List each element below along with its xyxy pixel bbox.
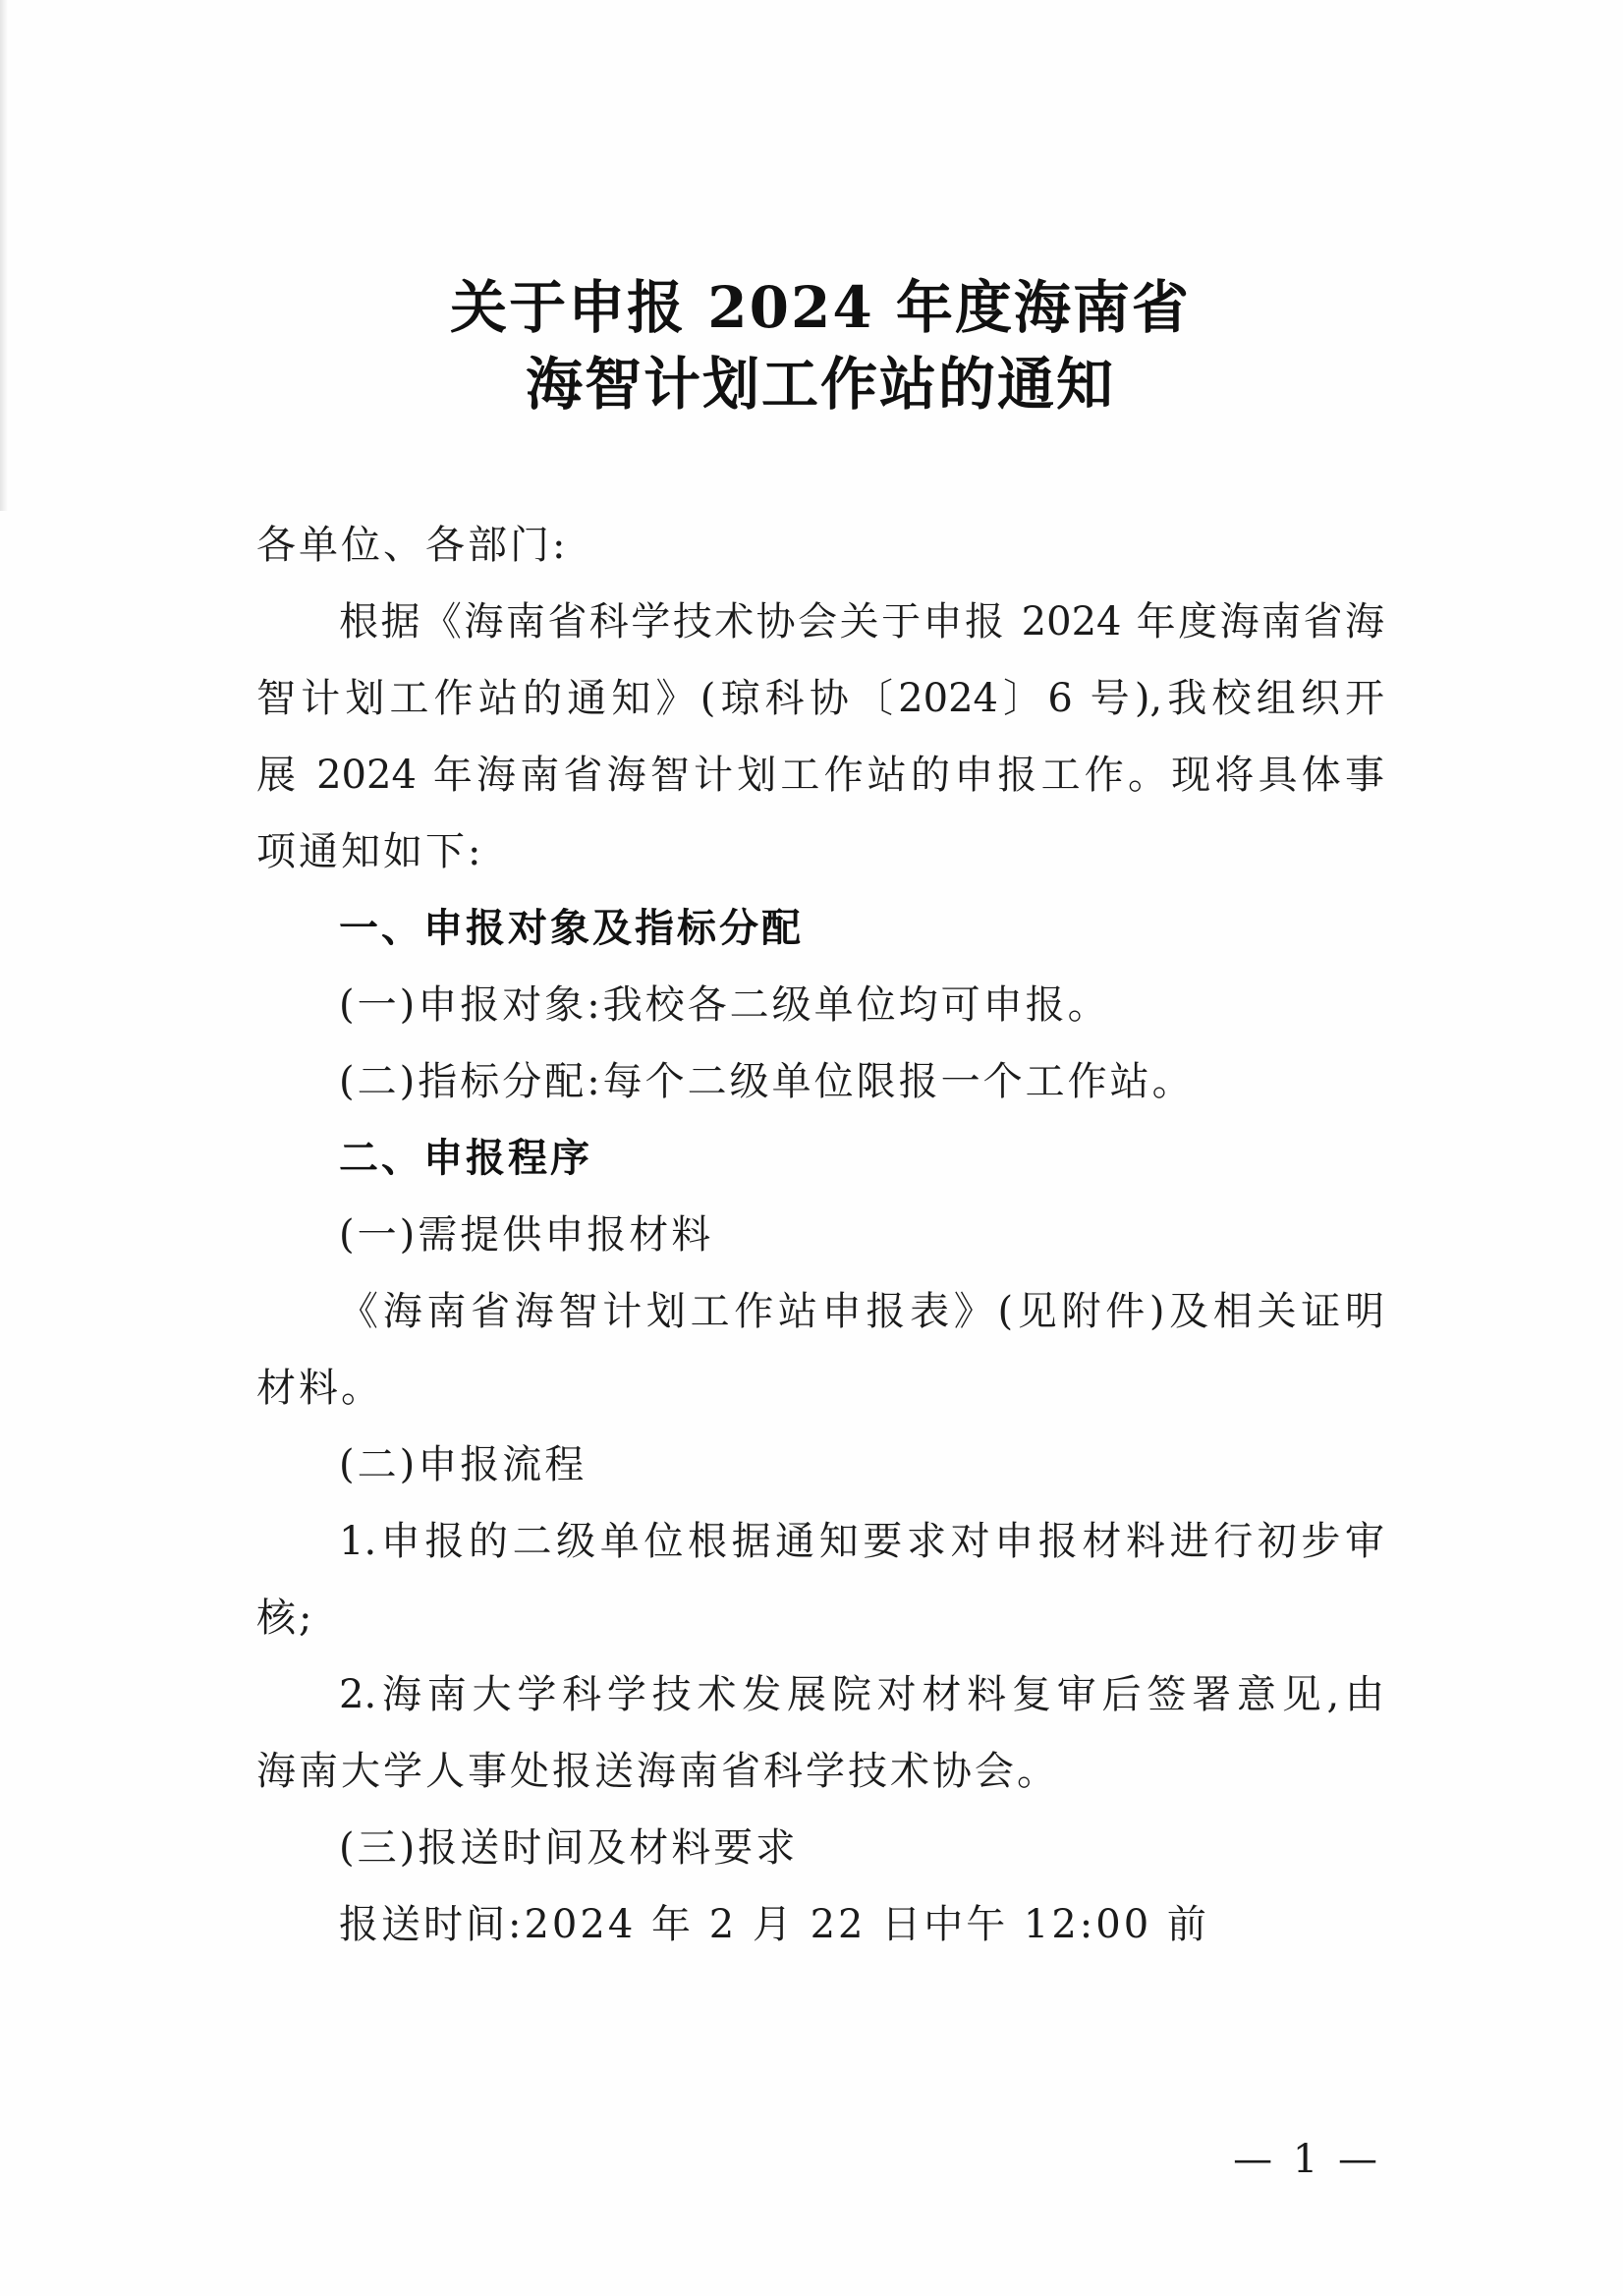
section-1-item-1: (一)申报对象:我校各二级单位均可申报。 (339, 982, 1110, 1028)
section-2-heading: 二、申报程序 (339, 1136, 592, 1181)
salutation: 各单位、各部门: (256, 523, 569, 568)
step-2-line-2: 海南大学人事处报送海南省科学技术协会。 (256, 1749, 1059, 1794)
section-2-sub-1-line-2: 材料。 (256, 1366, 383, 1411)
title-line-1: 关于申报 2024 年度海南省 (450, 274, 1191, 341)
section-2-sub-1-heading: (一)需提供申报材料 (339, 1212, 714, 1258)
intro-line-1: 根据《海南省科学技术协会关于申报 2024 年度海南省海 (339, 599, 1384, 644)
step-1-line-1: 1.申报的二级单位根据通知要求对申报材料进行初步审 (339, 1519, 1384, 1564)
intro-line-4: 项通知如下: (256, 829, 484, 874)
scan-edge-shadow (0, 0, 8, 511)
section-2-sub-1-line-1: 《海南省海智计划工作站申报表》(见附件)及相关证明 (339, 1289, 1384, 1334)
page-number: — 1 — (1233, 2137, 1381, 2182)
title-line-2: 海智计划工作站的通知 (525, 351, 1115, 418)
section-2-sub-3-heading: (三)报送时间及材料要求 (339, 1825, 799, 1871)
step-2-line-1: 2.海南大学科学技术发展院对材料复审后签署意见,由 (339, 1672, 1384, 1717)
document-title (256, 269, 1384, 422)
step-1-line-2: 核; (256, 1596, 315, 1641)
document-body (256, 507, 1384, 1963)
section-1-heading: 一、申报对象及指标分配 (339, 906, 804, 951)
section-2-sub-2-heading: (二)申报流程 (339, 1442, 588, 1487)
submission-deadline: 报送时间:2024 年 2 月 22 日中午 12:00 前 (339, 1902, 1209, 1947)
section-1-item-2: (二)指标分配:每个二级单位限报一个工作站。 (339, 1059, 1195, 1104)
intro-line-3: 展 2024 年海南省海智计划工作站的申报工作。现将具体事 (256, 753, 1384, 798)
intro-line-2: 智计划工作站的通知》(琼科协〔2024〕6 号),我校组织开 (256, 676, 1384, 721)
